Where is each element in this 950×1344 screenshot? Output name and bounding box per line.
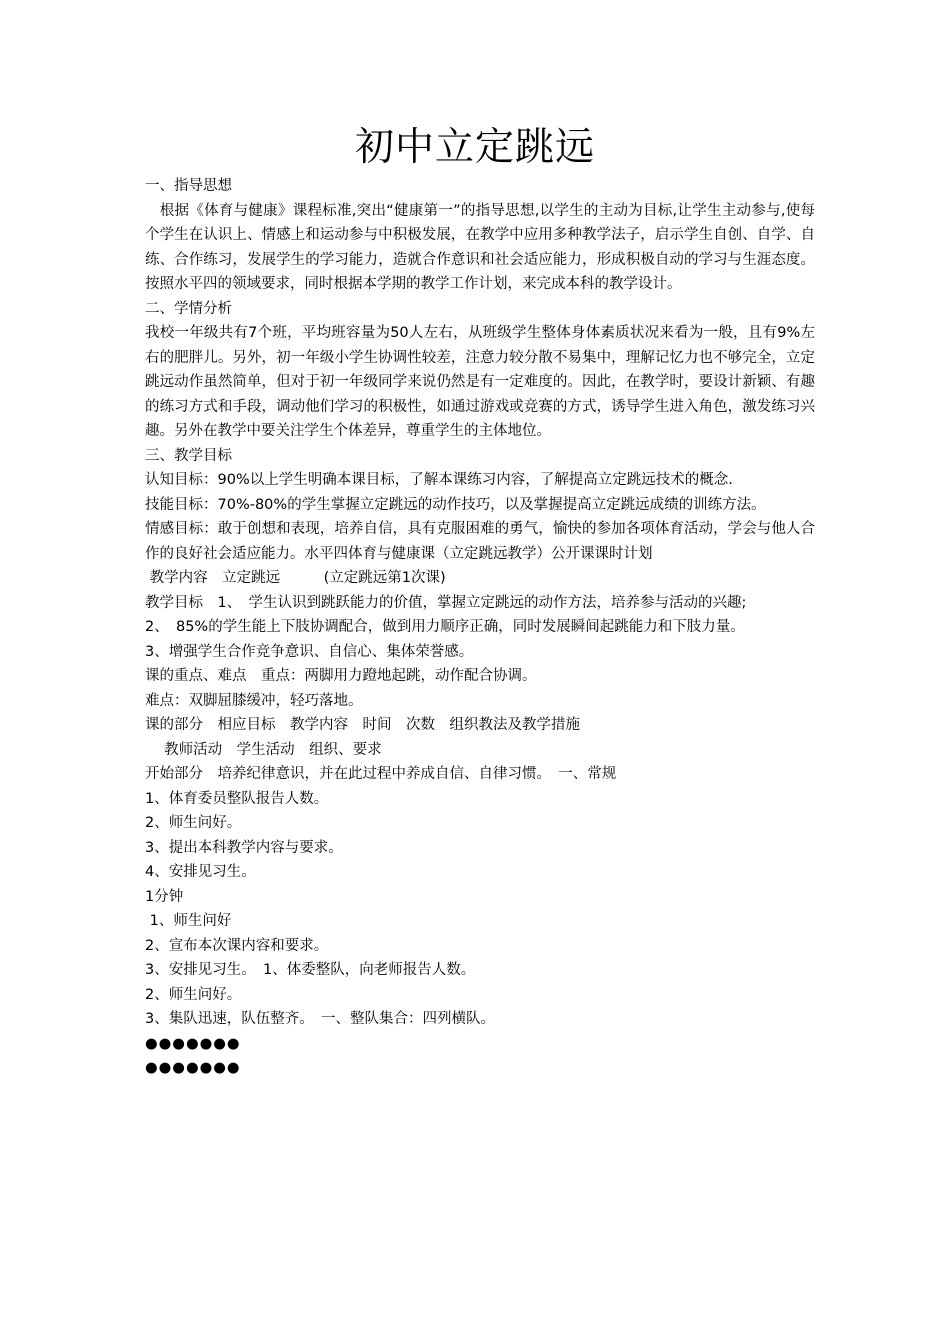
teaching-content-line: 教学内容 立定跳远 (立定跳远第1次课) bbox=[145, 570, 446, 586]
paragraph-analysis: 我校一年级共有7个班，平均班容量为50人左右，从班级学生整体身体素质状况来看为一般，且有9%左右的肥胖儿。另外，初一年级小学生协调性较差，注意力较分散不易集中，理解记忆力也不够完全，立定跳远动作虽然简单，但对于初一年级同学来说仍然是有一定难度的。因此，在教学时，要设计新颖、有趣的练习方式和手段，调动他们学习的积极性，如通过游戏或竞赛的方式，诱导学生进入角色，激发练习兴趣。另外在教学中要关注学生个体差异，尊重学生的主体地位。 bbox=[145, 325, 815, 439]
formation-dots-row-2: ●●●●●●● bbox=[145, 1060, 241, 1076]
section-heading-analysis: 二、学情分析 bbox=[145, 300, 232, 317]
routine-item-3: 3、提出本科教学内容与要求。 bbox=[145, 839, 343, 856]
student-activity-3: 3、集队迅速，队伍整齐。 一、整队集合：四列横队。 bbox=[145, 1011, 495, 1027]
formation-dots-row-1: ●●●●●●● bbox=[145, 1035, 241, 1052]
routine-item-1: 1、体育委员整队报告人数。 bbox=[145, 790, 329, 807]
document-body bbox=[145, 174, 815, 1081]
paragraph-guiding: 根据《体育与健康》课程标准,突出“健康第一”的指导思想,以学生的主动为目标,让学生主动参与,使每个学生在认识上、情感上和运动参与中积极发展，在教学中应用多种教学法子，启示学生自创、自学、自练、合作练习，发展学生的学习能力，造就合作意识和社会适应能力，形成积极自动的学习与生涯态度。按照水平四的领域要求，同时根据本学期的教学工作计划，来完成本科的教学设计。 bbox=[145, 202, 815, 292]
teacher-activity-2: 2、宣布本次课内容和要求。 bbox=[145, 937, 329, 954]
table-header-2: 教师活动 学生活动 组织、要求 bbox=[145, 741, 382, 758]
cognitive-goal: 认知目标：90%以上学生明确本课目标，了解本课练习内容，了解提高立定跳远技术的概念. bbox=[145, 472, 733, 488]
teacher-activity-3: 3、安排见习生。 1、体委整队，向老师报告人数。 bbox=[145, 962, 476, 978]
routine-item-2: 2、师生问好。 bbox=[145, 815, 242, 831]
time-value: 1分钟 bbox=[145, 888, 184, 905]
skill-goal: 技能目标：70%-80%的学生掌握立定跳远的动作技巧，以及掌握提高立定跳远成绩的训练方法。 bbox=[145, 496, 766, 513]
teacher-activity-1: 1、师生问好 bbox=[145, 913, 232, 929]
student-activity-2: 2、师生问好。 bbox=[145, 986, 242, 1003]
routine-item-4: 4、安排见习生。 bbox=[145, 864, 256, 880]
table-header-1: 课的部分 相应目标 教学内容 时间 次数 组织教法及教学措施 bbox=[145, 717, 580, 733]
start-part: 开始部分 培养纪律意识，并在此过程中养成自信、自律习惯。 一、常规 bbox=[145, 766, 617, 782]
key-point: 课的重点、难点 重点：两脚用力蹬地起跳，动作配合协调。 bbox=[145, 668, 537, 684]
section-heading-goals: 三、教学目标 bbox=[145, 447, 232, 464]
objective-2: 2、 85%的学生能上下肢协调配合，做到用力顺序正确，同时发展瞬间起跳能力和下肢力量。 bbox=[145, 619, 745, 635]
difficulty: 难点：双脚屈膝缓冲，轻巧落地。 bbox=[145, 692, 363, 709]
objective-1: 教学目标 1、 学生认识到跳跃能力的价值，掌握立定跳远的动作方法，培养参与活动的兴趣; bbox=[145, 594, 747, 611]
objective-3: 3、增强学生合作竞争意识、自信心、集体荣誉感。 bbox=[145, 643, 474, 660]
emotion-goal: 情感目标：敢于创想和表现，培养自信，具有克服困难的勇气，愉快的参加各项体育活动，学会与他人合作的良好社会适应能力。水平四体育与健康课（立定跳远教学）公开课课时计划 bbox=[145, 521, 815, 562]
document-title: 初中立定跳远 bbox=[354, 125, 595, 170]
section-heading-guiding: 一、指导思想 bbox=[145, 178, 232, 194]
